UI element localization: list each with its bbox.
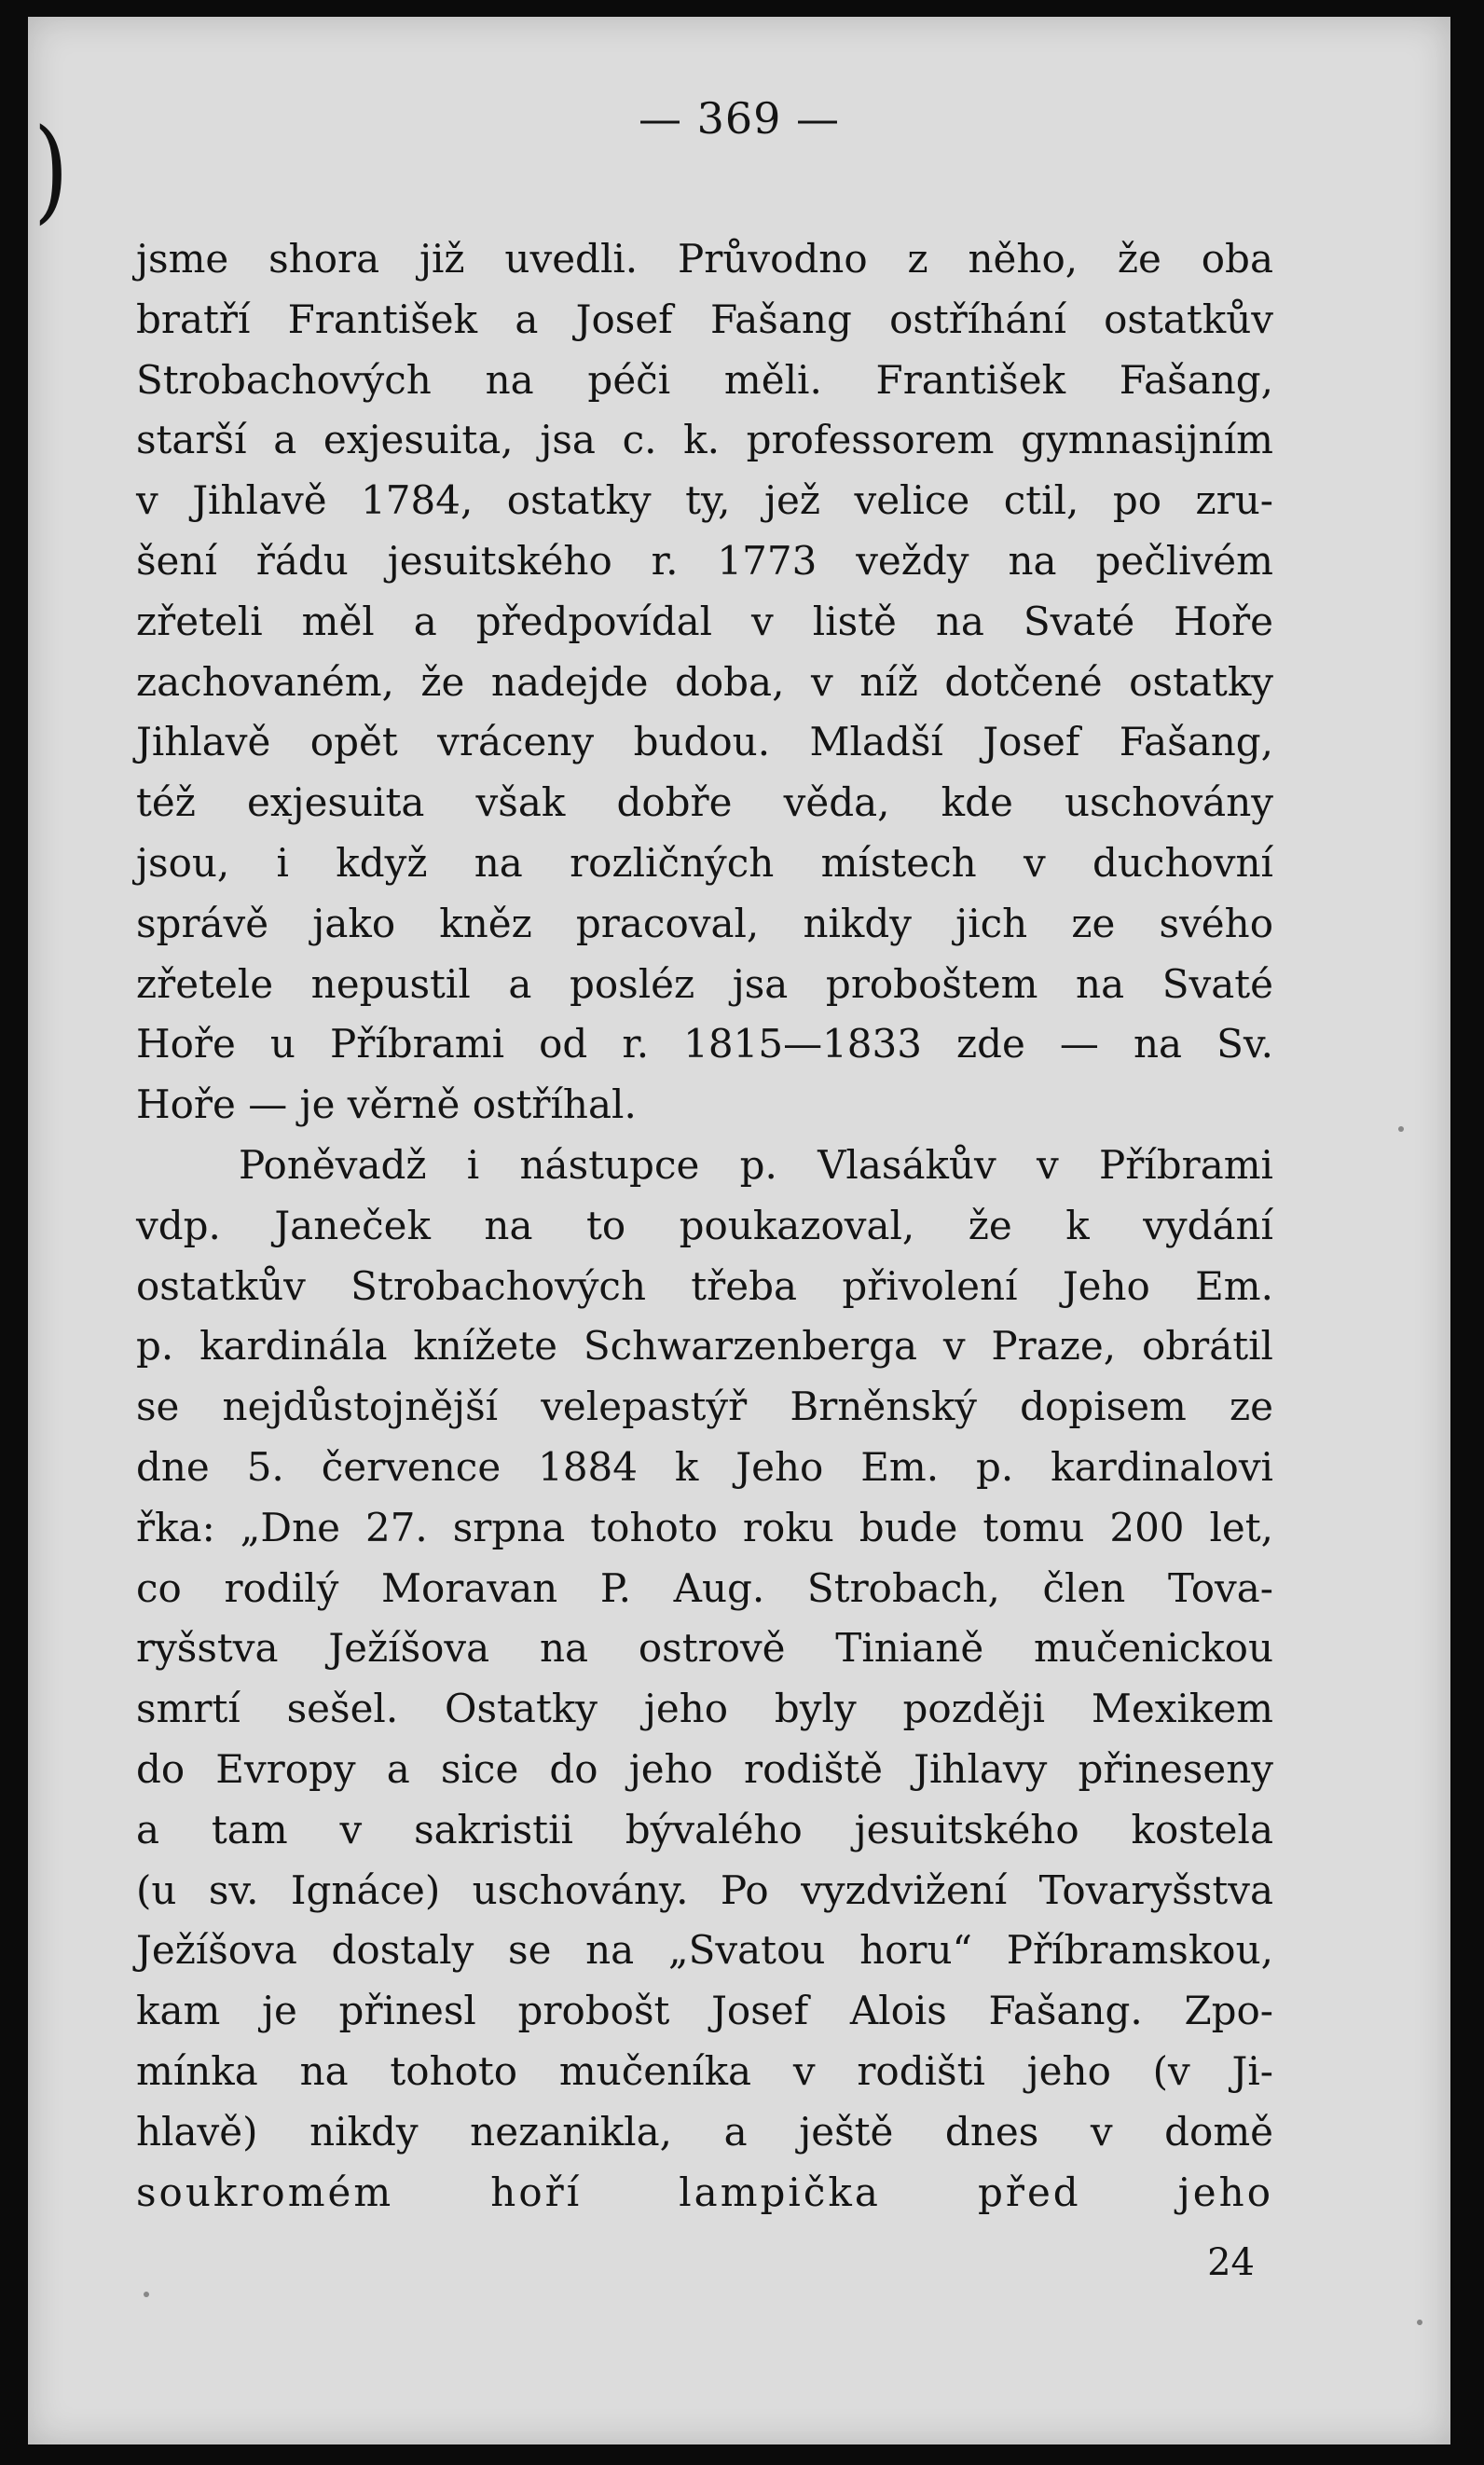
text-line: šení řádu jesuitského r. 1773 veždy na pečlivém [136, 537, 1273, 584]
paragraph-end-line: Hoře — je věrně ostříhal. [136, 1081, 637, 1128]
text-line: správě jako kněz pracoval, nikdy jich ze svého [136, 900, 1273, 946]
text-line: p. kardinála knížete Schwarzenberga v Praze, obrátil [136, 1323, 1273, 1370]
paragraph-start-line: Poněvadž i nástupce p. Vlasákův v Příbrami [239, 1141, 1273, 1188]
text-line: řka: „Dne 27. srpna tohoto roku bude tomu 200 let, [136, 1504, 1273, 1550]
text-line: Jihlavě opět vráceny budou. Mladší Josef Fašang, [136, 719, 1273, 765]
book-page [28, 17, 1450, 2444]
text-line: hlavě) nikdy nezanikla, a ještě dnes v domě [136, 2108, 1273, 2155]
text-line: zřeteli měl a předpovídal v listě na Svaté Hoře [136, 598, 1273, 644]
text-line: starší a exjesuita, jsa c. k. professorem gymnasijním [136, 417, 1273, 463]
text-line: a tam v sakristii bývalého jesuitského kostela [136, 1806, 1273, 1852]
text-line: jsou, i když na rozličných místech v duchovní [136, 839, 1273, 886]
text-line: Strobachových na péči měli. František Fašang, [136, 356, 1273, 403]
text-line: Ježíšova dostaly se na „Svatou horu“ Příbramskou, [136, 1927, 1273, 1974]
text-line: ostatkův Strobachových třeba přivolení Jeho Em. [136, 1262, 1273, 1309]
text-line: kam je přinesl probošt Josef Alois Fašang. Zpo- [136, 1988, 1273, 2034]
text-line: se nejdůstojnější velepastýř Brněnský dopisem ze [136, 1384, 1273, 1430]
text-line: jsme shora již uvedli. Průvodno z něho, že oba [136, 236, 1273, 282]
text-line: ryšstva Ježíšova na ostrově Tinianě mučenickou [136, 1625, 1273, 1672]
text-line: dne 5. července 1884 k Jeho Em. p. kardinalovi [136, 1443, 1273, 1490]
text-line: zachovaném, že nadejde doba, v níž dotčené ostatky [136, 658, 1273, 705]
text-line: mínka na tohoto mučeníka v rodišti jeho (v Ji- [136, 2047, 1273, 2094]
signature-mark: 24 [1207, 2241, 1255, 2284]
text-line: bratří František a Josef Fašang ostříhání ostatkův [136, 296, 1273, 342]
text-line: soukromém hoří lampička před jeho [136, 2169, 1273, 2215]
text-line: do Evropy a sice do jeho rodiště Jihlavy přineseny [136, 1745, 1273, 1792]
page-number: — 369 — [638, 93, 841, 144]
text-line: (u sv. Ignáce) uschovány. Po vyzdvižení Tovaryšstva [136, 1866, 1273, 1913]
text-line: co rodilý Moravan P. Aug. Strobach, člen Tova- [136, 1564, 1273, 1611]
body-text [136, 229, 1273, 2223]
margin-bracket-mark: ) [34, 104, 69, 235]
text-line: též exjesuita však dobře věda, kde uschovány [136, 779, 1273, 826]
text-line: Hoře u Příbrami od r. 1815—1833 zde — na Sv. [136, 1021, 1273, 1067]
text-line: vdp. Janeček na to poukazoval, že k vydání [136, 1202, 1273, 1248]
text-line: v Jihlavě 1784, ostatky ty, jež velice ctil, po zru- [136, 477, 1273, 524]
text-line: smrtí sešel. Ostatky jeho byly později Mexikem [136, 1686, 1273, 1732]
text-line: zřetele nepustil a posléz jsa proboštem na Svaté [136, 960, 1273, 1007]
